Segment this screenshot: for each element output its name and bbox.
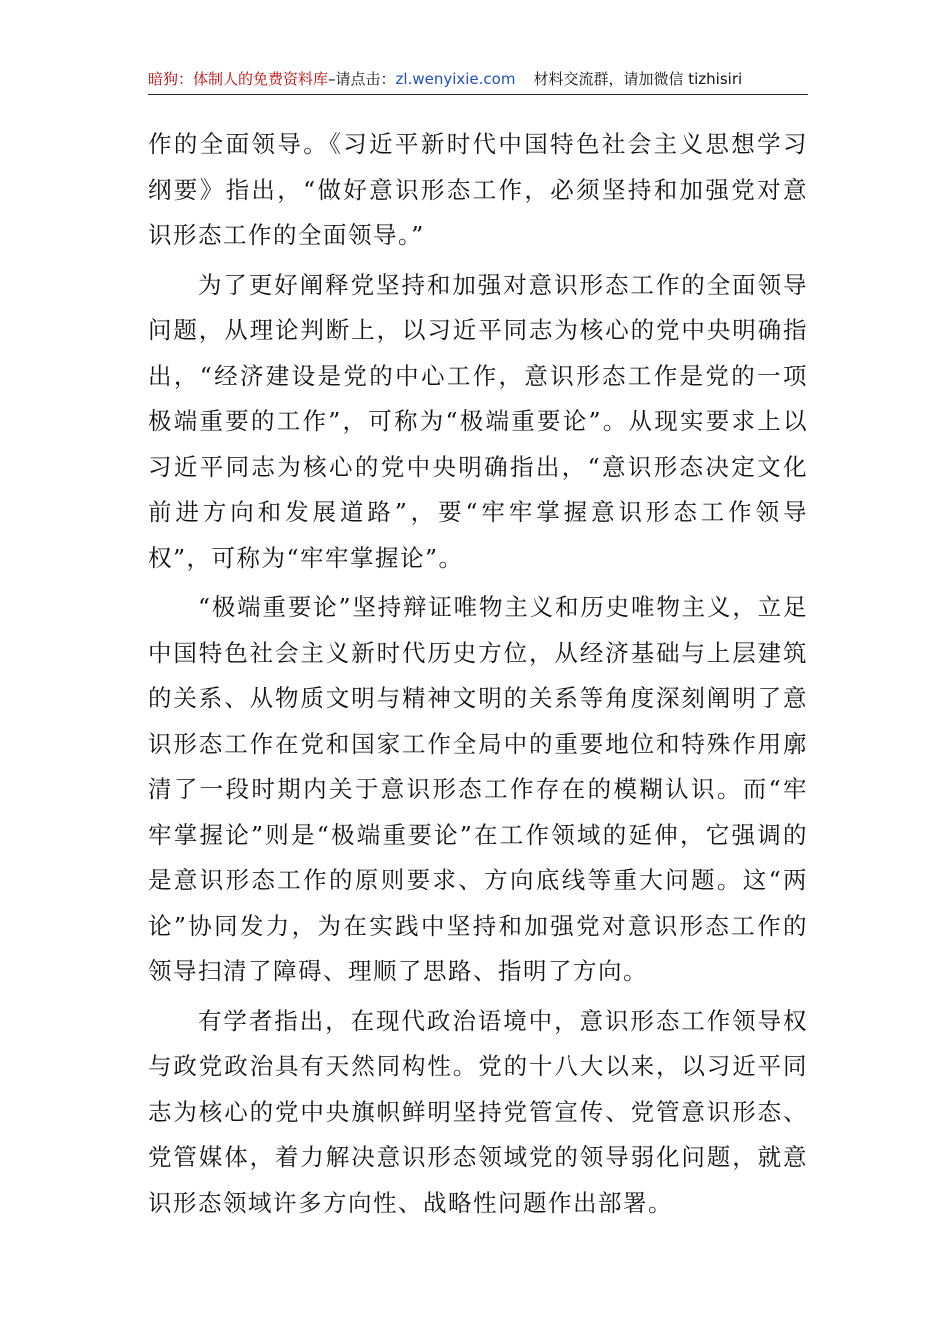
header-brand: 暗狗：体制人的免费资料库 <box>148 70 329 88</box>
header-url-link[interactable]: zl.wenyixie.com <box>395 70 516 88</box>
paragraph: 为了更好阐释党坚持和加强对意识形态工作的全面领导问题，从理论判断上，以习近平同志为核心的党中央明确指出，“经济建设是党的中心工作，意识形态工作是党的一项极端重要的工作”，可称为“极端重要论”。从现实要求上以习近平同志为核心的党中央明确指出，“意识形态决定文化前进方向和发展道路”，要“牢牢掌握意识形态工作领导权”，可称为“牢牢掌握论”。 <box>148 270 808 572</box>
page-header <box>148 66 808 95</box>
paragraph: 有学者指出，在现代政治语境中，意识形态工作领导权与政党政治具有天然同构性。党的十八大以来，以习近平同志为核心的党中央旗帜鲜明坚持党管宣传、党管意识形态、党管媒体，着力解决意识形态领域党的领导弱化问题，就意识形态领域许多方向性、战略性问题作出部署。 <box>148 1006 808 1217</box>
paragraph: “极端重要论”坚持辩证唯物主义和历史唯物主义，立足中国特色社会主义新时代历史方位，从经济基础与上层建筑的关系、从物质文明与精神文明的关系等角度深刻阐明了意识形态工作在党和国家工作全局中的重要地位和特殊作用廓清了一段时期内关于意识形态工作存在的模糊认识。而“牢牢掌握论”则是“极端重要论”在工作领域的延伸，它强调的是意识形态工作的原则要求、方向底线等重大问题。这“两论”协同发力，为在实践中坚持和加强党对意识形态工作的领导扫清了障碍、理顺了思路、指明了方向。 <box>148 593 808 985</box>
header-group-note: 材料交流群，请加微信 tizhisiri <box>533 70 743 88</box>
header-click-prefix: –请点击： <box>328 70 396 88</box>
document-body <box>148 122 808 1230</box>
paragraph-continuation: 作的全面领导。《习近平新时代中国特色社会主义思想学习纲要》指出，“做好意识形态工作，必须坚持和加强党对意识形态工作的全面领导。” <box>148 130 808 249</box>
